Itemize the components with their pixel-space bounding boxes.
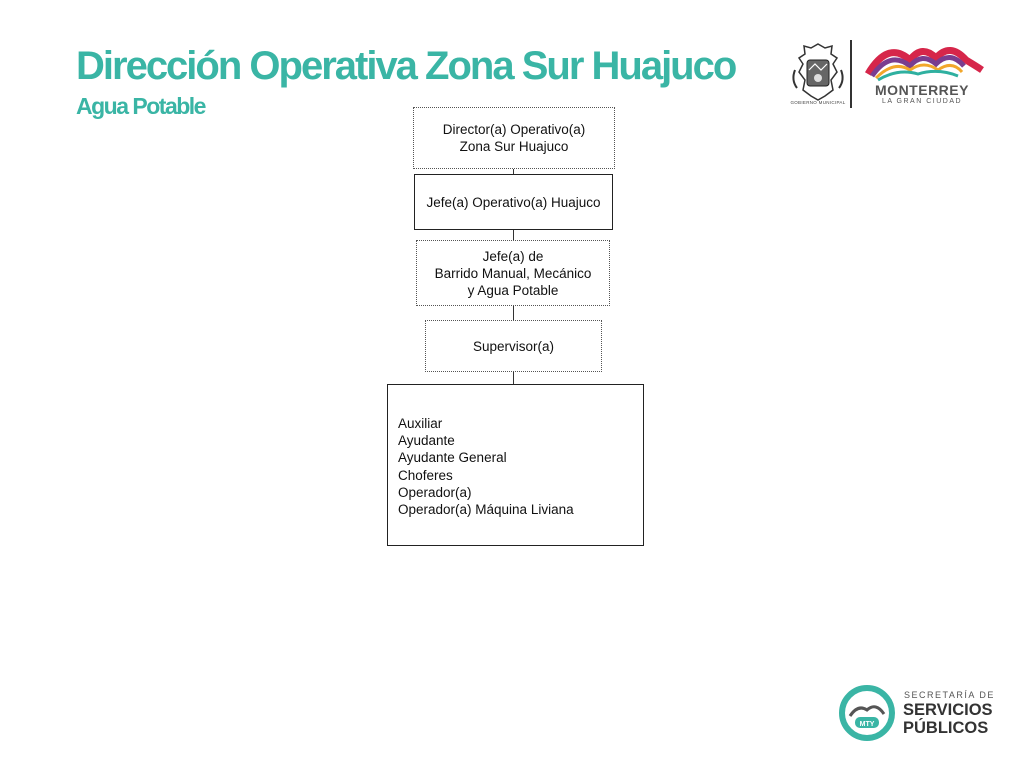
org-box-director-line2: Zona Sur Huajuco: [459, 139, 569, 154]
org-box-staff: [387, 384, 644, 546]
staff-item: Ayudante General: [398, 450, 507, 466]
secretaria-name-line2: PÚBLICOS: [903, 719, 989, 737]
page-subtitle: Agua Potable: [76, 93, 205, 119]
connector-line: [513, 305, 514, 320]
staff-item: Choferes: [398, 467, 453, 483]
municipal-logo-text: GOBIERNO MUNICIPAL: [790, 100, 846, 105]
servicios-publicos-logo: [838, 684, 896, 742]
secretaria-name-line1: SERVICIOS: [903, 701, 993, 719]
staff-item: Auxiliar: [398, 416, 443, 431]
municipal-crest-logo: [785, 40, 852, 108]
staff-item: Operador(a) Máquina Liviana: [398, 502, 574, 518]
org-box-jefe-barrido-line1: Jefe(a) de: [482, 248, 544, 264]
org-box-director: [413, 107, 615, 169]
monterrey-name: MONTERREY: [875, 82, 969, 98]
org-box-director-line1: Director(a) Operativo(a): [442, 122, 586, 137]
logo-divider: [850, 40, 852, 108]
org-box-supervisor-label: Supervisor(a): [472, 338, 555, 354]
page-title: Dirección Operativa Zona Sur Huajuco: [76, 44, 736, 88]
servicios-badge-text: MTY: [859, 721, 875, 728]
staff-item: Ayudante: [398, 433, 455, 449]
org-box-jefe-barrido-line3: y Agua Potable: [467, 282, 559, 298]
connector-line: [513, 371, 514, 385]
org-box-jefe-operativo: [414, 174, 613, 230]
staff-item: Operador(a): [398, 484, 472, 500]
connector-line: [513, 229, 514, 240]
org-box-supervisor: [425, 320, 602, 372]
monterrey-tagline: LA GRAN CIUDAD: [881, 98, 963, 105]
org-box-jefe-barrido-line2: Barrido Manual, Mecánico: [434, 265, 592, 281]
org-box-jefe-barrido: [416, 240, 610, 306]
secretaria-label: SECRETARÍA DE: [904, 690, 995, 700]
org-box-jefe-operativo-label: Jefe(a) Operativo(a) Huajuco: [426, 194, 601, 210]
